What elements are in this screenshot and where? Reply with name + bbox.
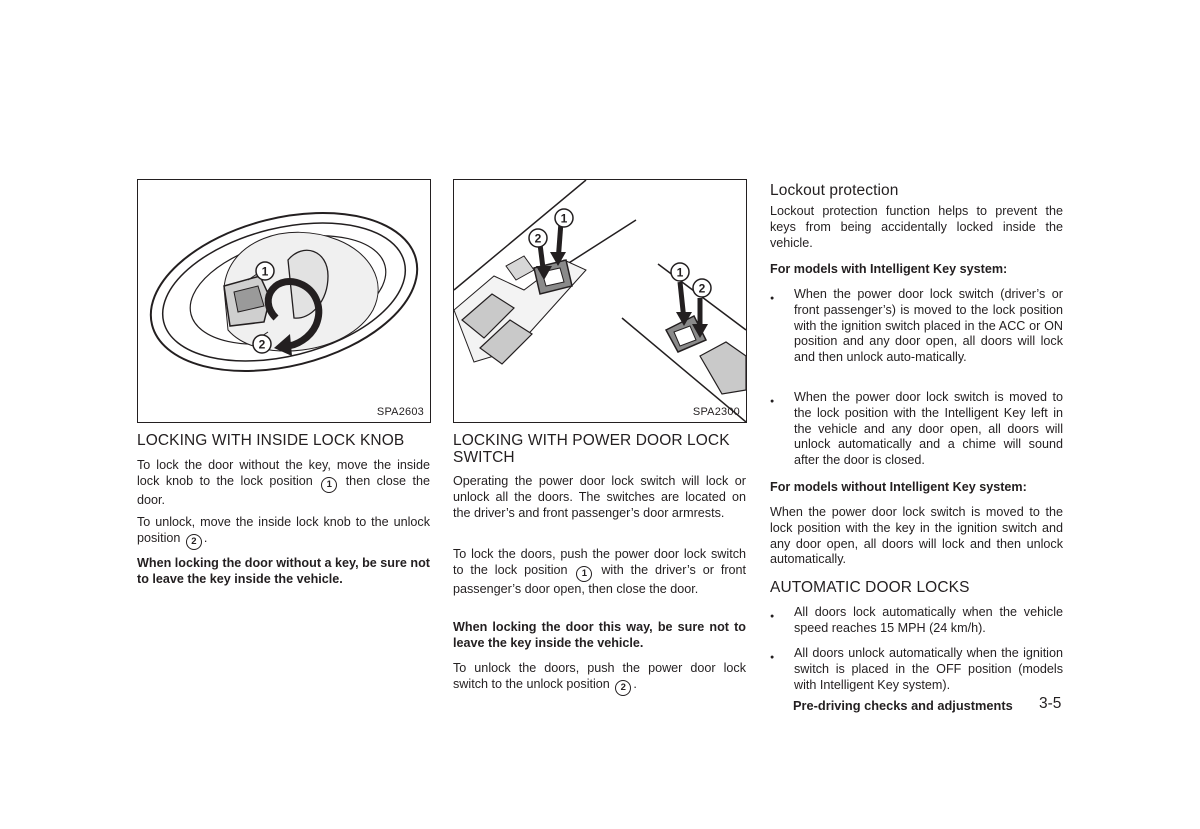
list-item-text: All doors unlock automatically when the ignition switch is placed in the OFF position (models with Intelligent Key system). <box>794 646 1063 692</box>
inside-lock-knob-illustration <box>138 180 430 422</box>
power-door-lock-switch-illustration <box>454 180 746 422</box>
svg-text:2: 2 <box>534 231 542 246</box>
page-number: 3-5 <box>1039 695 1062 712</box>
paragraph-inside-lock-lock <box>137 458 430 509</box>
callout-1-icon: 1 <box>576 566 592 582</box>
text: with the driver’s or front passenger’s door open, then close the door. <box>453 562 747 596</box>
text: To unlock, move the inside lock knob to the unlock position <box>137 515 430 545</box>
warning-inside-lock: When locking the door without a key, be sure not to leave the key inside the vehicle. <box>137 556 430 586</box>
paragraph-inside-lock-unlock <box>137 515 430 550</box>
paragraph-power-lock-intro: Operating the power door lock switch will lock or unlock all the doors. The switches are located on the driver’s and front passenger’s door armrests. <box>453 474 746 520</box>
bullet-icon: ● <box>770 654 775 661</box>
paragraph-power-lock-unlock <box>453 661 746 696</box>
figure-label: SPA2300 <box>692 406 740 418</box>
paragraph-power-lock-lock <box>453 547 746 598</box>
paragraph-without-intelligent-key: When the power door lock switch is moved to the lock position with the key in the ignition switch and any door open, all doors will lock and then unlock automatically. <box>770 505 1063 567</box>
figure-label: SPA2603 <box>376 406 424 418</box>
subheading-without-intelligent-key: For models without Intelligent Key system: <box>770 480 1027 494</box>
heading-inside-lock-knob: LOCKING WITH INSIDE LOCK KNOB <box>137 432 405 449</box>
figure-inside-lock-knob <box>137 179 431 423</box>
svg-text:1: 1 <box>560 211 568 226</box>
text: . <box>203 530 208 545</box>
callout-2-icon: 2 <box>186 534 202 550</box>
svg-text:1: 1 <box>261 264 269 279</box>
callout-1-icon: 1 <box>321 477 337 493</box>
text: To lock the doors, push the power door lock switch to the lock position <box>453 547 746 577</box>
heading-automatic-door-locks: AUTOMATIC DOOR LOCKS <box>770 579 970 596</box>
text: To unlock the doors, push the power door lock switch to the unlock position <box>453 661 746 691</box>
subheading-with-intelligent-key: For models with Intelligent Key system: <box>770 262 1008 276</box>
text: To lock the door without the key, move the inside lock knob to the lock position <box>137 458 430 488</box>
list-item <box>770 390 1063 470</box>
list-item-text: When the power door lock switch is moved to the lock position with the Intelligent Key left in the vehicle and any door open, all doors will unlock automatically and a chime will sound after the door is closed. <box>794 390 1063 468</box>
warning-power-lock: When locking the door this way, be sure not to leave the key inside the vehicle. <box>453 620 746 650</box>
text: then close the door. <box>137 473 431 507</box>
svg-text:2: 2 <box>258 337 266 352</box>
callout-2-icon: 2 <box>615 680 631 696</box>
text: . <box>633 676 637 691</box>
bullet-icon: ● <box>770 295 775 302</box>
paragraph-lockout-intro: Lockout protection function helps to prevent the keys from being accidentally locked inside the vehicle. <box>770 204 1063 250</box>
bullet-icon: ● <box>770 613 775 620</box>
bullet-icon: ● <box>770 398 775 405</box>
list-item-text: All doors lock automatically when the vehicle speed reaches 15 MPH (24 km/h). <box>794 605 1063 635</box>
svg-text:1: 1 <box>676 265 684 280</box>
figure-power-door-lock-switch <box>453 179 747 423</box>
list-item <box>770 605 1063 639</box>
footer-section-title: Pre-driving checks and adjustments <box>793 698 1013 713</box>
heading-power-door-lock: LOCKING WITH POWER DOOR LOCK SWITCH <box>453 432 730 466</box>
svg-text:2: 2 <box>698 281 706 296</box>
heading-lockout-protection: Lockout protection <box>770 182 899 199</box>
list-item-text: When the power door lock switch (driver’s or front passenger’s) is moved to the lock position with the ignition switch placed in the ACC or ON position and any door open, all doors will lock and then unlock auto-matically. <box>794 287 1063 365</box>
list-item <box>770 287 1063 382</box>
list-item <box>770 646 1063 696</box>
